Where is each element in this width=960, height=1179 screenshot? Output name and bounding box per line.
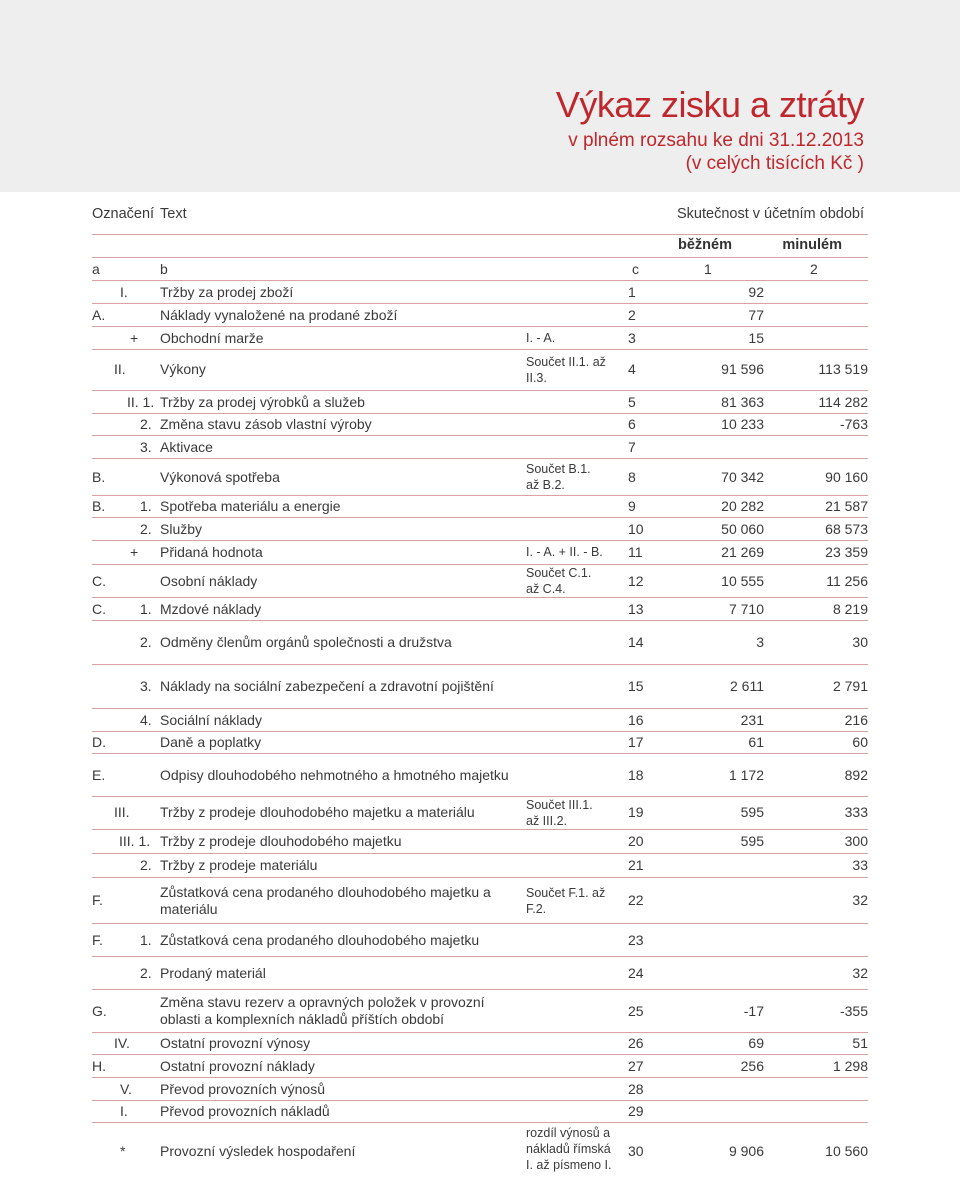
row-text: Tržby z prodeje dlouhodobého majetku a materiálu	[160, 804, 475, 820]
row-current-value: 81 363	[721, 394, 764, 410]
row-previous-value: 60	[852, 734, 868, 750]
row-text: Náklady vynaložené na prodané zboží	[160, 307, 398, 323]
row-previous-value: 68 573	[825, 521, 868, 537]
row-text: Obchodní marže	[160, 330, 264, 346]
row-current-value: 256	[740, 1058, 764, 1074]
row-number: 2.	[140, 965, 152, 981]
table-row	[92, 957, 868, 990]
row-text: Přidaná hodnota	[160, 544, 263, 560]
row-line-number: 19	[628, 804, 644, 820]
row-code: A.	[92, 307, 106, 323]
row-text: Tržby za prodej zboží	[160, 284, 294, 300]
row-current-value: 595	[740, 833, 764, 849]
row-current-value: 77	[748, 307, 764, 323]
row-line-number: 9	[628, 498, 636, 514]
col-header-text: Text	[160, 206, 187, 222]
row-previous-value: 2 791	[832, 678, 868, 694]
row-current-value: 10 233	[721, 416, 764, 432]
table-row	[92, 621, 868, 665]
row-line-number: 16	[628, 712, 644, 728]
row-line-number: 3	[628, 330, 636, 346]
row-current-value: 3	[756, 634, 764, 650]
col-header-oznaceni: Označení	[92, 206, 155, 222]
row-line-number: 20	[628, 833, 644, 849]
row-line-number: 15	[628, 678, 644, 694]
row-number: 3.	[140, 678, 152, 694]
row-current-value: 595	[740, 804, 764, 820]
row-sum-formula: Součet II.1. až II.3.	[526, 355, 606, 385]
row-previous-value: 892	[844, 767, 868, 783]
table-row	[92, 830, 868, 854]
row-line-number: 4	[628, 361, 636, 377]
row-previous-value: 21 587	[825, 498, 868, 514]
table-row	[92, 281, 868, 304]
table-row	[92, 518, 868, 541]
letter-one: 1	[704, 261, 712, 277]
row-previous-value: 300	[844, 833, 868, 849]
row-current-value: 10 555	[721, 573, 764, 589]
row-line-number: 22	[628, 892, 644, 908]
row-number: IV.	[114, 1035, 130, 1051]
row-previous-value: 23 359	[825, 544, 868, 560]
row-line-number: 2	[628, 307, 636, 323]
row-text: Výkonová spotřeba	[160, 469, 280, 485]
row-number: I.	[120, 284, 128, 300]
row-current-value: 20 282	[721, 498, 764, 514]
row-text: Převod provozních nákladů	[160, 1103, 330, 1119]
row-previous-value: -355	[839, 1003, 868, 1019]
row-code: H.	[92, 1058, 106, 1074]
row-sum-formula: Součet C.1. až C.4.	[526, 566, 592, 596]
row-number: III. 1.	[119, 833, 151, 849]
row-text: Spotřeba materiálu a energie	[160, 498, 341, 514]
row-number: III.	[114, 804, 130, 820]
row-text: Prodaný materiál	[160, 965, 266, 981]
row-previous-value: 1 298	[832, 1058, 868, 1074]
table-row	[92, 1124, 868, 1179]
row-current-value: 91 596	[721, 361, 764, 377]
row-number: 1.	[140, 498, 152, 514]
table-row	[92, 413, 868, 436]
row-sum-formula: Součet F.1. až F.2.	[526, 886, 606, 916]
row-current-value: 2 611	[730, 678, 764, 694]
row-line-number: 1	[628, 284, 636, 300]
table-row	[92, 796, 868, 830]
row-previous-value: 51	[852, 1035, 868, 1051]
table-row	[92, 495, 868, 518]
row-current-value: 69	[748, 1035, 764, 1051]
page-subtitle-units: (v celých tisících Kč )	[685, 153, 864, 174]
row-text: Ostatní provozní náklady	[160, 1058, 315, 1074]
row-current-value: 50 060	[721, 521, 764, 537]
row-previous-value: 10 560	[825, 1143, 868, 1159]
row-line-number: 24	[628, 965, 644, 981]
row-previous-value: 90 160	[825, 469, 868, 485]
row-sum-formula: I. - A.	[526, 331, 556, 345]
row-current-value: 231	[740, 712, 764, 728]
row-text: Změna stavu rezerv a opravných položek v provozní oblasti a komplexních nákladů příštích období	[160, 994, 485, 1027]
row-previous-value: 216	[844, 712, 868, 728]
row-current-value: 92	[748, 284, 764, 300]
row-text: Sociální náklady	[160, 712, 262, 728]
row-previous-value: 333	[844, 804, 868, 820]
row-line-number: 8	[628, 469, 636, 485]
table-row	[92, 1032, 868, 1055]
table-row	[92, 1100, 868, 1123]
row-line-number: 17	[628, 734, 644, 750]
row-sum-formula: I. - A. + II. - B.	[526, 545, 603, 559]
table-row	[92, 878, 868, 924]
table-row	[92, 854, 868, 878]
row-number: 2.	[140, 857, 152, 873]
row-current-value: -17	[743, 1003, 764, 1019]
table-row	[92, 598, 868, 621]
col-header-skutecnost: Skutečnost v účetním období	[677, 206, 864, 222]
row-line-number: 29	[628, 1103, 644, 1119]
row-text: Tržby z prodeje dlouhodobého majetku	[160, 833, 402, 849]
row-number: 3.	[140, 439, 152, 455]
row-current-value: 9 906	[728, 1143, 764, 1159]
row-text: Tržby z prodeje materiálu	[160, 857, 318, 873]
row-previous-value: 11 256	[826, 573, 868, 589]
row-line-number: 25	[628, 1003, 644, 1019]
row-line-number: 6	[628, 416, 636, 432]
letter-c: c	[632, 261, 639, 277]
row-line-number: 21	[628, 857, 644, 873]
table-row	[92, 665, 868, 709]
row-previous-value: 8 219	[832, 601, 868, 617]
row-number: 2.	[140, 634, 152, 650]
row-line-number: 23	[628, 932, 644, 948]
row-line-number: 5	[628, 394, 636, 410]
table-row	[92, 1078, 868, 1101]
row-current-value: 21 269	[721, 544, 764, 560]
row-number: 1.	[140, 601, 152, 617]
row-code: C.	[92, 573, 106, 589]
letter-a: a	[92, 261, 100, 277]
row-number: 4.	[140, 712, 152, 728]
table-row	[92, 304, 868, 327]
table-row	[92, 436, 868, 459]
row-text: Tržby za prodej výrobků a služeb	[160, 394, 365, 410]
col-header-bezne: běžném	[678, 237, 732, 253]
row-code: F.	[92, 892, 103, 908]
row-current-value: 15	[748, 330, 764, 346]
row-previous-value: -763	[839, 416, 868, 432]
row-sum-formula: Součet B.1. až B.2.	[526, 462, 591, 492]
row-code: B.	[92, 498, 106, 514]
table-row	[92, 990, 868, 1033]
row-line-number: 28	[628, 1081, 644, 1097]
letter-two: 2	[810, 261, 818, 277]
row-number: V.	[120, 1081, 132, 1097]
row-text: Aktivace	[160, 439, 213, 455]
row-current-value: 7 710	[728, 601, 764, 617]
row-number: +	[130, 544, 139, 560]
row-line-number: 27	[628, 1058, 644, 1074]
row-line-number: 7	[628, 439, 636, 455]
row-line-number: 13	[628, 601, 644, 617]
table-row	[92, 1055, 868, 1078]
row-previous-value: 32	[852, 892, 868, 908]
row-number: *	[120, 1143, 126, 1159]
row-line-number: 14	[628, 634, 644, 650]
row-current-value: 61	[748, 734, 764, 750]
row-current-value: 70 342	[721, 469, 764, 485]
row-sum-formula: Součet III.1. až III.2.	[526, 798, 593, 828]
row-text: Výkony	[160, 361, 206, 377]
table-row	[92, 754, 868, 797]
table-row	[92, 731, 868, 754]
row-text: Náklady na sociální zabezpečení a zdravotní pojištění	[160, 678, 494, 694]
row-current-value: 1 172	[728, 767, 764, 783]
row-previous-value: 114 282	[818, 394, 868, 410]
row-text: Zůstatková cena prodaného dlouhodobého majetku a materiálu	[160, 884, 491, 917]
row-previous-value: 30	[852, 634, 868, 650]
table-header-row	[92, 204, 868, 235]
table-letter-row	[92, 258, 868, 281]
table-subheader-row	[92, 235, 868, 258]
row-code: B.	[92, 469, 106, 485]
row-number: II. 1.	[127, 394, 155, 410]
page-subtitle-date: v plném rozsahu ke dni 31.12.2013	[568, 130, 864, 151]
row-text: Ostatní provozní výnosy	[160, 1035, 311, 1051]
row-number: 1.	[140, 932, 152, 948]
row-previous-value: 113 519	[818, 361, 868, 377]
row-code: E.	[92, 767, 106, 783]
row-previous-value: 32	[852, 965, 868, 981]
table-row	[92, 391, 868, 414]
row-number: I.	[120, 1103, 128, 1119]
row-line-number: 12	[628, 573, 644, 589]
row-code: C.	[92, 601, 106, 617]
table-row	[92, 924, 868, 957]
row-line-number: 10	[628, 521, 644, 537]
row-code: G.	[92, 1003, 107, 1019]
row-line-number: 26	[628, 1035, 644, 1051]
row-text: Daně a poplatky	[160, 734, 262, 750]
table-row	[92, 565, 868, 598]
row-code: D.	[92, 734, 106, 750]
row-text: Odpisy dlouhodobého nehmotného a hmotného majetku	[160, 767, 509, 783]
table-row	[92, 541, 868, 565]
row-text: Změna stavu zásob vlastní výroby	[160, 416, 372, 432]
row-line-number: 11	[628, 544, 643, 560]
row-previous-value: 33	[852, 857, 868, 873]
row-text: Převod provozních výnosů	[160, 1081, 325, 1097]
row-line-number: 30	[628, 1143, 644, 1159]
table-row	[92, 459, 868, 496]
row-text: Zůstatková cena prodaného dlouhodobého majetku	[160, 932, 480, 948]
page-title: Výkaz zisku a ztráty	[555, 84, 864, 125]
table-row	[92, 349, 868, 391]
row-number: 2.	[140, 521, 152, 537]
table-row	[92, 327, 868, 350]
row-number: 2.	[140, 416, 152, 432]
row-text: Provozní výsledek hospodaření	[160, 1143, 356, 1159]
col-header-minule: minulém	[782, 237, 842, 253]
table-row	[92, 709, 868, 732]
row-text: Mzdové náklady	[160, 601, 262, 617]
row-number: II.	[114, 361, 126, 377]
row-text: Odměny členům orgánů společnosti a družstva	[160, 634, 452, 650]
row-code: F.	[92, 932, 103, 948]
row-text: Služby	[160, 521, 203, 537]
letter-b: b	[160, 261, 168, 277]
row-number: +	[130, 330, 139, 346]
row-line-number: 18	[628, 767, 644, 783]
row-sum-formula: rozdíl výnosů a nákladů římská I. až písmeno I.	[526, 1126, 612, 1172]
row-text: Osobní náklady	[160, 573, 258, 589]
